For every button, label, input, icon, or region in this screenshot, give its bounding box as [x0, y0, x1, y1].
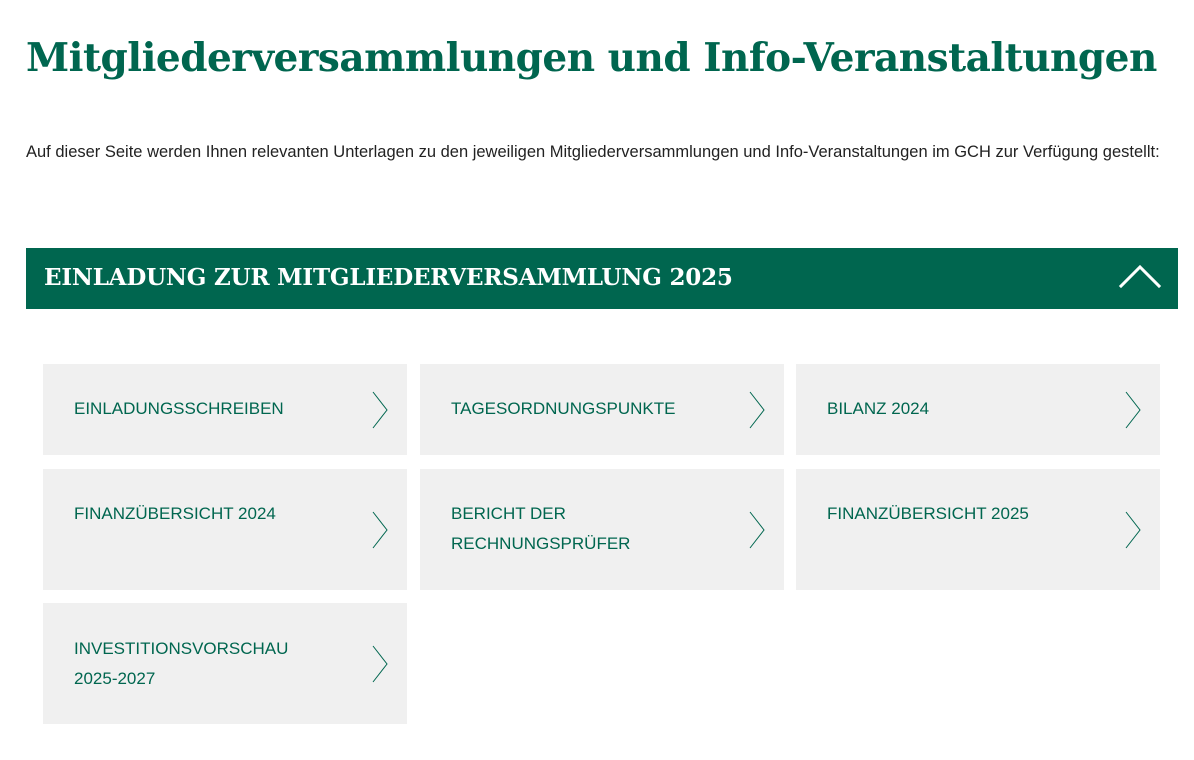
document-tile-label: INVESTITIONSVORSCHAU 2025-2027	[74, 639, 289, 688]
chevron-right-icon	[748, 390, 766, 430]
chevron-right-icon	[748, 510, 766, 550]
document-tile-tagesordnungspunkte[interactable]	[420, 364, 784, 455]
document-tile-label: FINANZÜBERSICHT 2024	[74, 504, 276, 523]
page-title: Mitgliederversammlungen und Info-Veranstaltungen	[26, 35, 1157, 81]
chevron-right-icon	[1124, 390, 1142, 430]
document-tile-bericht-der-rechnungspruefer[interactable]	[420, 469, 784, 590]
chevron-up-icon[interactable]	[1118, 262, 1162, 290]
intro-text: Auf dieser Seite werden Ihnen relevanten Unterlagen zu den jeweiligen Mitgliederversammlungen und Info-Veranstaltungen im GCH zur Verfügung gestellt:	[26, 143, 1160, 161]
document-tile-bilanz-2024[interactable]	[796, 364, 1160, 455]
document-tile-label: FINANZÜBERSICHT 2025	[827, 504, 1029, 523]
document-tile-investitionsvorschau[interactable]	[43, 603, 407, 724]
document-tile-label: BERICHT DER RECHNUNGSPRÜFER	[451, 504, 631, 553]
chevron-right-icon	[371, 390, 389, 430]
chevron-right-icon	[1124, 510, 1142, 550]
chevron-right-icon	[371, 644, 389, 684]
document-tile-finanzuebersicht-2024[interactable]	[43, 469, 407, 590]
document-tile-label: TAGESORDNUNGSPUNKTE	[451, 399, 676, 418]
document-tile-einladungsschreiben[interactable]	[43, 364, 407, 455]
accordion-title: EINLADUNG ZUR MITGLIEDERVERSAMMLUNG 2025	[44, 264, 733, 291]
document-tile-label: BILANZ 2024	[827, 399, 930, 418]
document-tile-finanzuebersicht-2025[interactable]	[796, 469, 1160, 590]
document-tile-label: EINLADUNGSSCHREIBEN	[74, 399, 284, 418]
accordion-header[interactable]	[26, 248, 1178, 309]
chevron-right-icon	[371, 510, 389, 550]
